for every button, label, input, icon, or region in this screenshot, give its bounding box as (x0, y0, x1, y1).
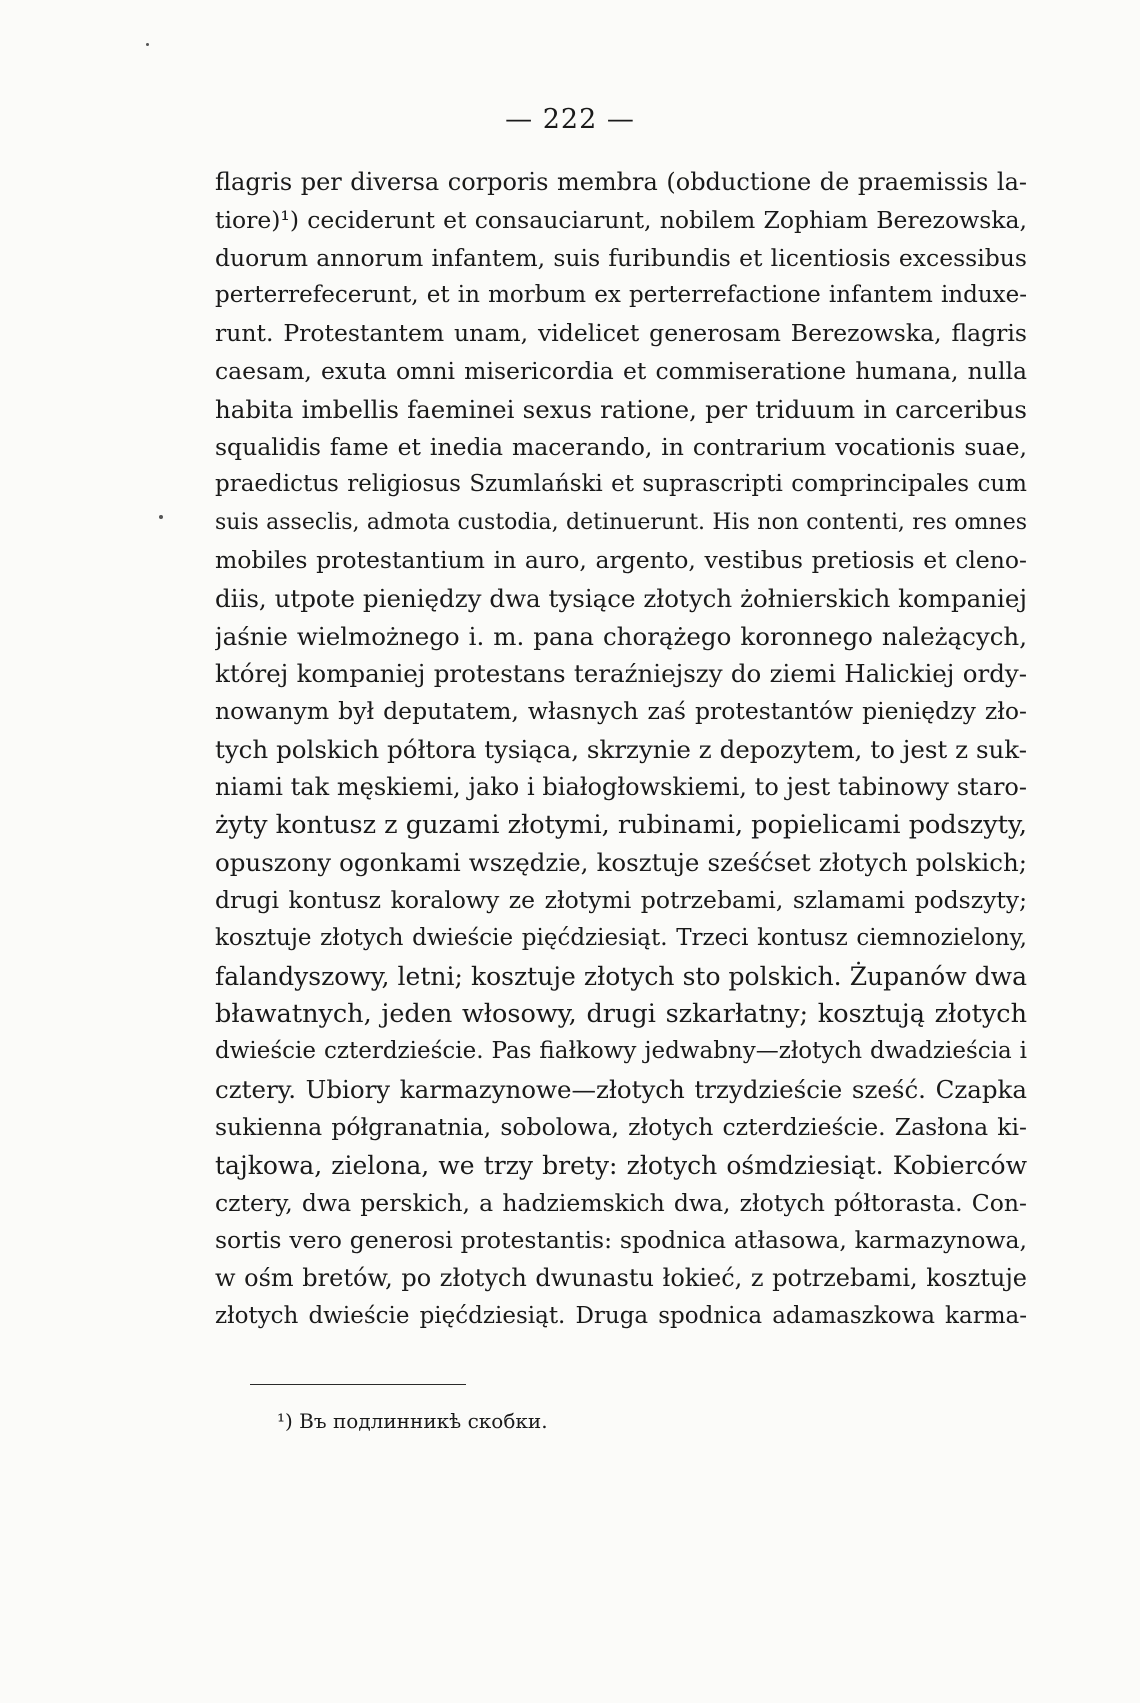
text-line: flagris per diversa corporis membra (obductione de praemissis la- (215, 168, 1027, 196)
text-line: sortis vero generosi protestantis: spodnica atłasowa, karmazynowa, (215, 1226, 1027, 1255)
text-line: cztery, dwa perskich, a hadziemskich dwa, złotych półtorasta. Con- (215, 1188, 1027, 1217)
footnote: ¹) Въ подлинникѣ скобки. (277, 1409, 548, 1433)
paper-speck (146, 43, 149, 46)
text-line: w ośm bretów, po złotych dwunastu łokieć, z potrzebami, kosztuje (215, 1264, 1027, 1293)
text-line: tiore)¹) ceciderunt et consauciarunt, nobilem Zophiam Berezowska, (215, 205, 1027, 234)
text-line: której kompaniej protestans teraźniejszy do ziemi Halickiej ordy- (215, 659, 1027, 689)
text-line: squalidis fame et inedia macerando, in contrarium vocationis suae, (215, 432, 1027, 461)
page-number: — 222 — (505, 104, 635, 135)
paper-speck (159, 515, 163, 519)
text-line: praedictus religiosus Szumlański et suprascripti comprincipales cum (215, 471, 1027, 498)
text-line: caesam, exuta omni misericordia et commiseratione humana, nulla (215, 356, 1027, 385)
text-line: habita imbellis faeminei sexus ratione, per triduum in carceribus (215, 394, 1027, 424)
text-line: tych polskich półtora tysiąca, skrzynie z depozytem, to jest z suk- (215, 734, 1027, 764)
text-line: żyty kontusz z guzami złotymi, rubinami, popielicami podszyty, (215, 809, 1027, 840)
text-line: drugi kontusz koralowy ze złotymi potrzebami, szlamami podszyty; (215, 886, 1027, 915)
text-line: bławatnych, jeden włosowy, drugi szkarłatny; kosztują złotych (215, 998, 1027, 1029)
text-line: mobiles protestantium in auro, argento, vestibus pretiosis et cleno- (215, 545, 1027, 574)
body-text (215, 164, 1027, 1336)
text-line: cztery. Ubiory karmazynowe—złotych trzydzieście sześć. Czapka (215, 1075, 1027, 1105)
text-line: kosztuje złotych dwieście pięćdziesiąt. Trzeci kontusz ciemnozielony, (215, 924, 1027, 951)
text-line: falandyszowy, letni; kosztuje złotych sto polskich. Żupanów dwa (215, 961, 1027, 991)
text-line: perterrefecerunt, et in morbum ex perterrefactione infantem induxe- (215, 282, 1027, 309)
text-line: runt. Protestantem unam, videlicet generosam Berezowska, flagris (215, 319, 1027, 348)
text-line: sukienna półgranatnia, sobolowa, złotych czterdzieście. Zasłona ki- (215, 1112, 1027, 1141)
text-line: duorum annorum infantem, suis furibundis et licentiosis excessibus (215, 243, 1027, 272)
text-line: nowanym był deputatem, własnych zaś protestantów pieniędzy zło- (215, 697, 1027, 726)
text-line: dwieście czterdzieście. Pas fiałkowy jedwabny—złotych dwadzieścia i (215, 1038, 1027, 1065)
footnote-divider (250, 1384, 466, 1385)
text-line: złotych dwieście pięćdziesiąt. Druga spodnica adamaszkowa karma- (215, 1302, 1027, 1329)
text-line: tajkowa, zielona, we trzy brety: złotych ośmdziesiąt. Kobierców (215, 1150, 1027, 1180)
text-line: jaśnie wielmożnego i. m. pana chorążego koronnego należących, (215, 621, 1027, 651)
text-line: diis, utpote pieniędzy dwa tysiące złotych żołnierskich kompaniej (215, 583, 1027, 613)
text-line: opuszony ogonkami wszędzie, kosztuje sześćset złotych polskich; (215, 848, 1027, 878)
text-line: niami tak męskiemi, jako i białogłowskiemi, to jest tabinowy staro- (215, 772, 1027, 801)
text-line: suis asseclis, admota custodia, detinuerunt. His non contenti, res omnes (215, 510, 1027, 536)
